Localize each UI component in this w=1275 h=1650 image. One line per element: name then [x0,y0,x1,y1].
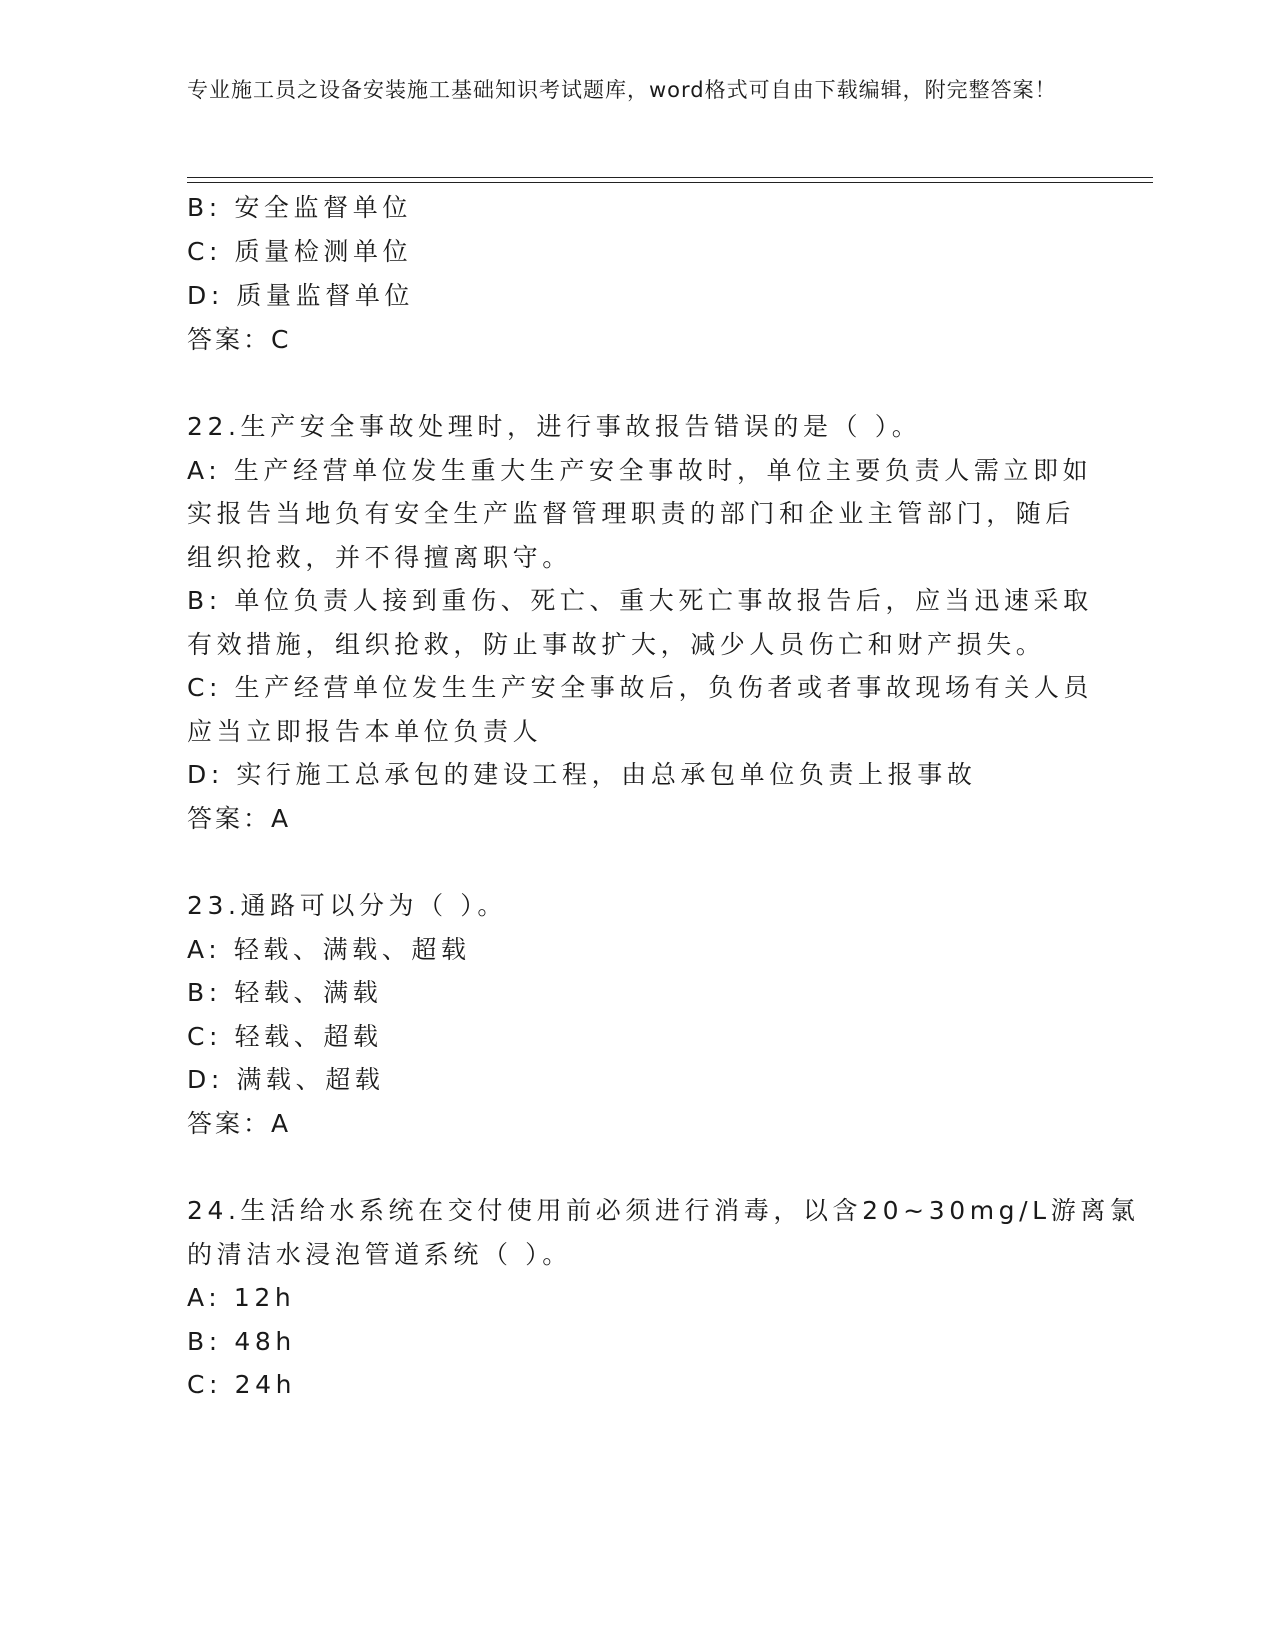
answer-q22: 答案：A [187,804,292,833]
option-b-q22-line1: B: 单位负责人接到重伤、死亡、重大死亡事故报告后，应当迅速采取 [187,586,1093,615]
option-c-q22-line2: 应当立即报告本单位负责人 [187,717,543,746]
option-d-q21: D: 质量监督单位 [187,281,415,310]
option-a-q23: A: 轻载、满载、超载 [187,935,471,964]
header-divider-top [187,177,1153,178]
option-d-q22: D: 实行施工总承包的建设工程，由总承包单位负责上报事故 [187,760,977,789]
option-a-q24: A: 12h [187,1283,296,1312]
option-b-q24: B: 48h [187,1327,296,1356]
option-a-q22-line1: A: 生产经营单位发生重大生产安全事故时，单位主要负责人需立即如 [187,456,1093,485]
option-c-q24: C: 24h [187,1370,297,1399]
question-24-line2: 的清洁水浸泡管道系统（ ）。 [187,1240,572,1269]
answer-q23: 答案：A [187,1109,292,1138]
option-d-q23: D: 满载、超载 [187,1065,385,1094]
option-a-q22-line2: 实报告当地负有安全生产监督管理职责的部门和企业主管部门，随后 [187,499,1076,528]
document-header: 专业施工员之设备安装施工基础知识考试题库，word格式可自由下载编辑，附完整答案！ [187,78,1057,102]
option-b-q22-line2: 有效措施，组织抢救，防止事故扩大，减少人员伤亡和财产损失。 [187,630,1046,659]
question-24-line1: 24.生活给水系统在交付使用前必须进行消毒，以含20~30mg/L游离氯 [187,1196,1140,1225]
option-c-q21: C: 质量检测单位 [187,237,413,266]
option-c-q23: C: 轻载、超载 [187,1022,383,1051]
option-c-q22-line1: C: 生产经营单位发生生产安全事故后，负伤者或者事故现场有关人员 [187,673,1094,702]
option-b-q23: B: 轻载、满载 [187,978,383,1007]
option-a-q22-line3: 组织抢救，并不得擅离职守。 [187,543,572,572]
question-23: 23.通路可以分为（ ）。 [187,891,508,920]
option-b-q21: B: 安全监督单位 [187,193,412,222]
question-22: 22.生产安全事故处理时，进行事故报告错误的是（ ）。 [187,412,922,441]
header-divider-bottom [187,182,1153,183]
answer-q21: 答案：C [187,325,292,354]
